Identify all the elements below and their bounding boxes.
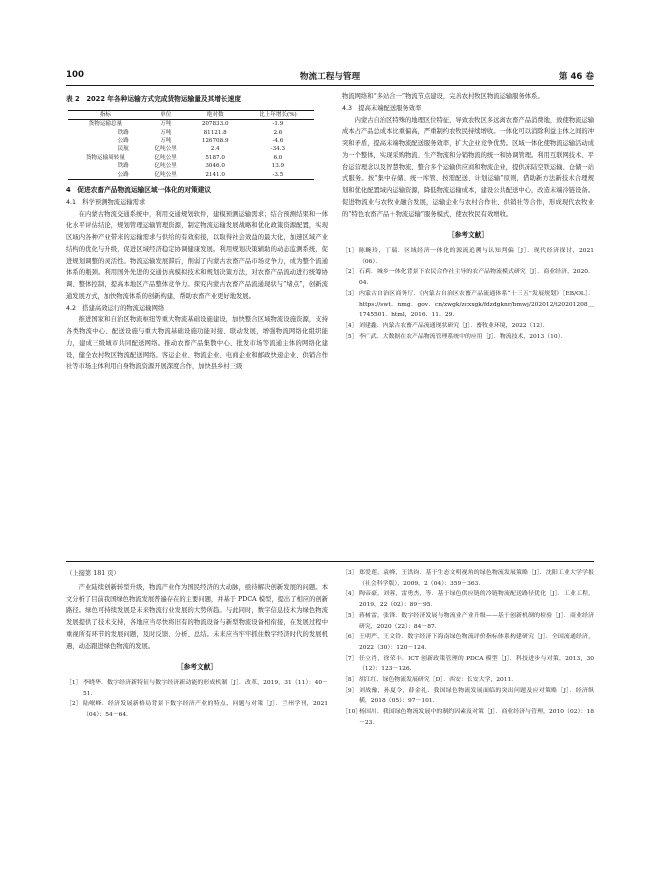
cell-unit: 万吨: [160, 129, 172, 136]
reference-text: 石莉．城乡一体化背景下农民合作社主导的农产品物流模式研究［J］．商业经济，2020．04．: [359, 269, 594, 287]
reference-text: 李广武．大数据在农产品物流管理系统中的应用［J］．物流技术，2013（10）．: [359, 333, 567, 340]
table-row: [68, 171, 314, 180]
reference-item: [342, 267, 594, 288]
cell-indicator: 货物运输周转量: [85, 154, 125, 161]
lower-right-column: [342, 568, 594, 729]
reference-list: [66, 678, 328, 721]
reference-item: [342, 632, 594, 653]
reference-list: [342, 246, 594, 342]
freight-table: [68, 110, 314, 180]
running-header: [66, 70, 594, 86]
reference-number: ［1］: [66, 680, 82, 686]
reference-text: 刘战豫，孙夏令，薛金礼．我国绿色物流发展面临的突出问题及应对策略［J］．经济纵横，2018（05）：97－101．: [359, 687, 594, 705]
reference-number: ［3］: [342, 570, 358, 576]
reference-number: ［9］: [342, 687, 358, 694]
reference-item: [342, 654, 594, 675]
reference-item: [342, 246, 594, 267]
reference-text: 任立肖，徐荣丰．ICT 创新政策管理的 PDCA 模型［J］．科技进步与对策，2013，30（12）：123－126．: [359, 655, 594, 673]
col-header-growth: 比上年增长(%): [259, 111, 297, 118]
cell-absolute: 81121.8: [203, 129, 227, 136]
reference-number: ［7］: [342, 655, 358, 662]
cell-absolute: 207833.0: [201, 121, 229, 128]
reference-text: 王明严，王文铃．数字经济下海南绿色物流评价指标体系构建研究［J］．全国流通经济，2022（30）：120－124．: [359, 634, 594, 651]
cell-absolute: 2141.0: [205, 171, 225, 178]
continued-from-note: （上接第 181 页）: [66, 570, 120, 577]
section-4-1-heading: 4.1 科学预测物流运输需求: [66, 198, 146, 206]
reference-text: 陶帝豪，刘蓉，雷勇杰，等．基于绿色供应链的冷链物流配送路径优化［J］．工业工程，2019，22（02）：89－95．: [359, 591, 594, 609]
cell-growth: 13.9: [271, 163, 285, 170]
references-heading: ［参考文献］: [176, 663, 218, 672]
table-caption: 表 2 2022 年各种运输方式完成货物运输量及其增长速度: [66, 95, 242, 103]
cell-unit: 万吨: [160, 121, 172, 128]
reference-text: 内蒙古自治区商务厅．《内蒙古自治区农畜产品流通体系“十三五”发展规划》［EB/OL］．https://swt．nmg．gov．cn/zwgk/zcxxgk/fdzdgknr/bmwj/202012/t20201208＿1745501．html，2016．11．29．: [359, 290, 594, 319]
cell-unit: 万吨: [160, 137, 172, 144]
cell-growth: -4.6: [272, 137, 284, 144]
reference-number: ［2］: [342, 269, 358, 276]
table-row: [68, 120, 314, 129]
page-number: 100: [66, 70, 84, 80]
reference-item: [342, 686, 594, 707]
table-row: [68, 154, 314, 162]
reference-number: ［5］: [342, 333, 358, 340]
cell-unit: 亿吨公里: [154, 146, 177, 153]
section-4-1-paragraph: 在内蒙古物流交通系统中，利用交通规划软件，建模预测运输需求；结合预测结果和一体化水平评估结论，规划管理运输管理资源，制定物流运输发展战略和优化政策资源配置，实现区域内各种产业带来的运输需求与供给的有效衔接，以取得社会效益的最大化，加速区域产业结构的优化与升级，促进区域经济稳定协调健康发展。利用规划决策辅助的动态监测系统，促进规划调整的灵活性。物流运输发展滞后，削弱了内蒙古农畜产品市场竞争力，成为整个流通体系的瓶颈。利用国外先进的交通仿真模拟技术和规划决策方法，对农畜产品流动进行统筹协调、整体控制，提高本地区产品整体竞争力。探究内蒙古农畜产品流通现状与“堵点”，创新流通发展方式，加快物流体系的创新构建，帮助农畜产业更好地发展。: [66, 210, 328, 300]
lower-left-column: [66, 568, 328, 721]
reference-item: [66, 699, 328, 720]
cell-indicator: 铁路: [117, 163, 129, 170]
reference-item: [66, 678, 328, 699]
reference-text: 杨国川．我国绿色物流发展中的制约因素及对策［J］．商业经济与管理，2010（02）：18－23．: [359, 709, 594, 726]
reference-text: 陈畹玲，丁瑞．区域经济一体化的源流追溯与认知判偏［J］．现代经济探讨，2021（06）．: [359, 248, 594, 265]
cell-growth: 2.6: [273, 129, 283, 136]
cell-absolute: 5187.0: [205, 154, 225, 161]
reference-text: 刘建鑫．内蒙古农畜产品流通现状研究［J］．畜牧业环境，2022（12）．: [359, 322, 549, 329]
reference-number: ［5］: [342, 612, 358, 619]
cell-absolute: 126708.9: [201, 137, 229, 144]
cell-unit: 亿吨公里: [154, 163, 177, 170]
section-4-2-continuation: 物流网络和“多站合一”物流节点建设，完善农村牧区物流运输服务体系。: [342, 93, 544, 100]
table-row: [68, 145, 314, 153]
table-row: [68, 137, 314, 145]
header-rule: [66, 85, 594, 86]
cell-indicator: 民航: [117, 146, 129, 153]
cell-growth: -1.9: [272, 121, 284, 128]
cell-indicator: 公路: [117, 137, 129, 144]
reference-item: [342, 611, 594, 632]
reference-item: [342, 289, 594, 321]
references-heading: ［参考文献］: [447, 231, 489, 240]
reference-number: ［3］: [342, 290, 358, 297]
cell-absolute: 3046.0: [205, 163, 225, 170]
cell-indicator: 公路: [117, 171, 129, 178]
reference-text: 李晓华．数字经济新特征与数字经济新动能的形成机制［J］．改革，2019，31（11）：40－51．: [83, 680, 328, 697]
upper-right-column: [342, 91, 594, 342]
article-divider: [66, 561, 594, 562]
section-4-2-paragraph: 推进国家和自治区物流枢纽等重大物流基础设施建设，加快整合区域物流设施资源，支持各类物流中心、配送设施与重大物流基础设施功能对接、联动发展，增强物流网络化组织能力，建成三级城市共同配送网络。推动农畜产品集散中心、批发市场等流通主体的网络化建设，健全农村牧区物流配送网络。客运企业、物流企业、电商企业和邮政快递企业、供销合作社等市场主体利用自身物流资源开展深度合作，加快县乡村三级: [66, 316, 328, 371]
col-header-indicator: 指标: [99, 111, 112, 118]
col-header-unit: 单位: [160, 111, 172, 118]
reference-number: ［10］: [342, 709, 362, 716]
reference-text: 陆岷峰．经济发展新格局背景下数字经济产业的特点、问题与对策［J］．兰州学刊，2021（04）：54－64．: [83, 701, 328, 719]
journal-title: 物流工程与管理: [299, 72, 361, 82]
table-row: [68, 162, 314, 170]
conclusion-paragraph: 产业陆续创新转型升级，物流产业作为国民经济的大动脉，亟待解决创新发展的问题。本文分析了目前我国绿色物流发展普遍存在的主要问题，并基于 PDCA 模型，提出了相应的创新路径。绿色可持续发展是未来物流行业发展的大势所趋。与此同时，数字信息技术为绿色物流发展提供了技术支持，各地应当尽快将旧有的物流设备与新型物流设备相衔接，在发展过程中重视所有环节的发展问题，及时反馈、分析、总结。未来应当牢牢抓住数字经济时代的发展机遇，动态跟进绿色物流的发展。: [66, 583, 328, 650]
reference-item: [342, 675, 594, 686]
reference-item: [342, 589, 594, 610]
reference-text: 蒋树雷，张锋．数字经济发展与物流业产业升级——基于创新机制的检验［J］．商业经济研究，2020（22）：84－87．: [359, 612, 594, 630]
reference-number: ［1］: [342, 248, 358, 254]
reference-item: [342, 321, 594, 332]
reference-number: ［2］: [66, 701, 82, 708]
reference-number: ［4］: [342, 322, 358, 329]
upper-left-column: [66, 91, 328, 373]
reference-item: [342, 568, 594, 589]
cell-indicator: 铁路: [117, 129, 129, 136]
reference-number: ［8］: [342, 677, 358, 684]
cell-growth: 6.0: [273, 154, 283, 161]
reference-number: ［4］: [342, 591, 358, 598]
table-row: [68, 129, 314, 137]
reference-number: ［6］: [342, 634, 358, 641]
reference-item: [342, 707, 594, 728]
cell-growth: -3.5: [272, 171, 284, 178]
section-4-heading: 4 促进农畜产品物流运输区域一体化的对策建议: [66, 186, 212, 194]
cell-unit: 亿吨公里: [154, 154, 177, 161]
cell-absolute: 2.4: [210, 146, 220, 153]
reference-text: 郑爱莲，袁峰，王洪钧．基于生态文明视角的绿色物流发展策略［J］．沈阳工业大学学报（社会科学版），2009，2（04）：359－363．: [359, 570, 594, 587]
volume-label: 第 46 卷: [558, 72, 594, 82]
cell-indicator: 货物运输总量: [88, 121, 123, 128]
col-header-absolute: 绝对数: [206, 111, 224, 118]
reference-list: [342, 568, 594, 729]
section-4-2-heading: 4.2 搭建高效运行的物流运输网络: [66, 304, 165, 312]
section-4-3-heading: 4.3 提高末端配送服务效率: [342, 104, 422, 112]
reference-item: [342, 332, 594, 343]
reference-text: 胡江红．绿色物流发展研究［D］．西安：长安大学，2011．: [359, 677, 518, 684]
cell-unit: 亿吨公里: [154, 171, 177, 178]
section-4-3-paragraph: 内蒙古自治区特殊的地理区位特征，导致农牧区多远离农畜产品消费地，致使物流运输成本占产品总成本比重偏高，严重制约农牧民持续增收。一体化可以消除利益主体之间的冲突和矛盾，提高末端物流配送服务效率，扩大企业竞争优势。区域一体化使物流运输活动成为一个整体，实现采购物流、生产物流和分销物流的统一和协调管理。利用互联网技术、平台运营理念以及智慧物流，整合多个运输供应商和物流企业，提供冻陆空铁运输、仓储一站式服务。按“集中存储、统一库管、按需配送、计划运输”原则，借助新方法新技术合理规划和优化配置域内运输资源，降低物流运输成本，建设公共配送中心，改造末端冷链设备。促进物流业与农牧业融合发展，运输企业与农村合作社、供销社等合作，形成现代农牧业的“特色农畜产品＋物流运输”服务模式，使农牧民有效增收。: [342, 116, 594, 218]
table-header-row: [68, 110, 314, 119]
cell-growth: -34.3: [270, 146, 286, 153]
